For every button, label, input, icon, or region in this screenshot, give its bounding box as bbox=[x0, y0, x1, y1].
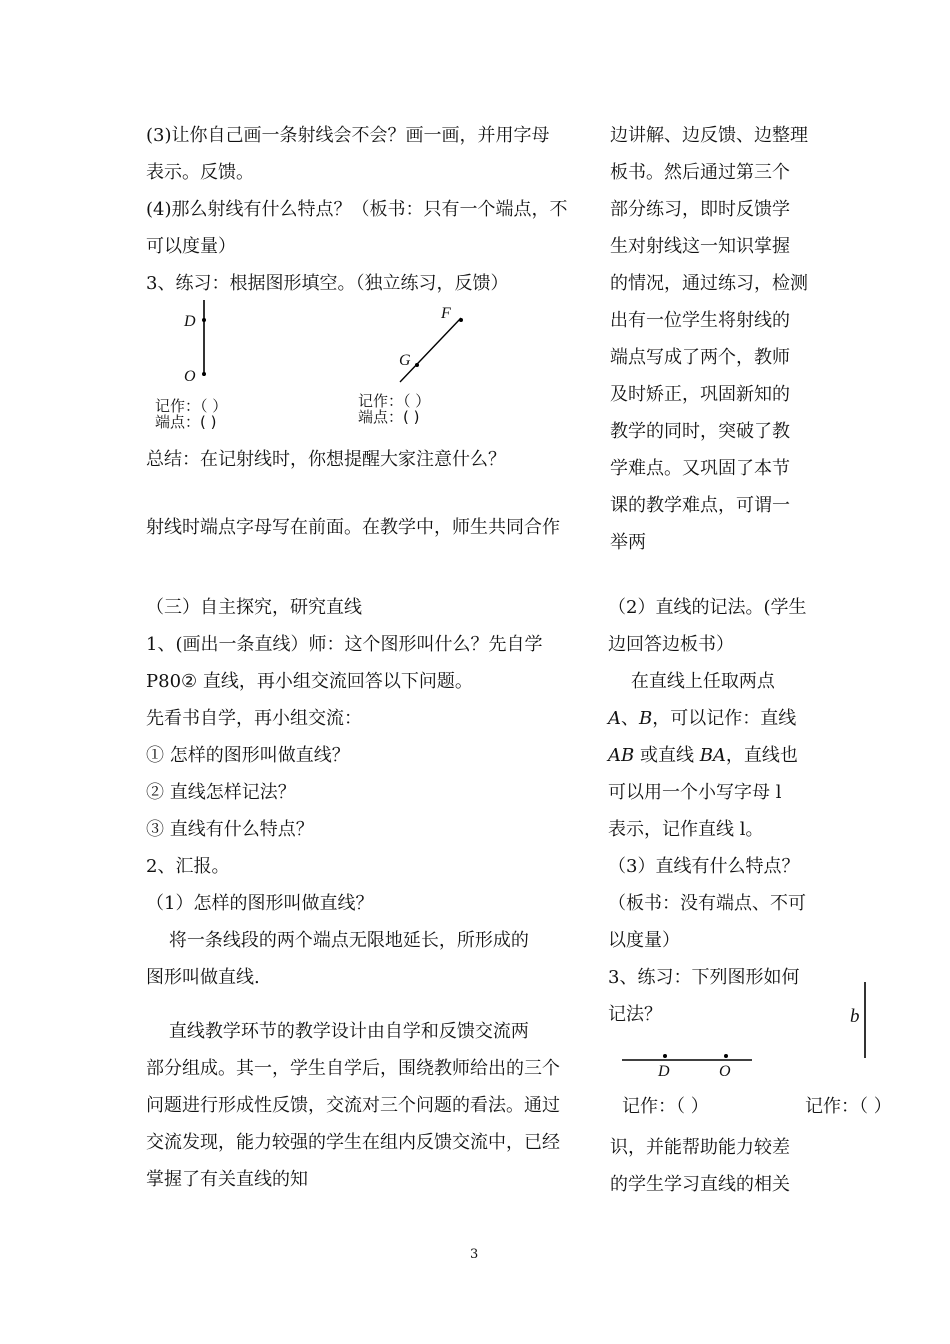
text-line: 出有一位学生将射线的 bbox=[610, 310, 790, 331]
text-span: ，直线也 bbox=[725, 745, 798, 766]
text-line: 生对射线这一知识掌握 bbox=[610, 236, 790, 257]
text-line: 板书。然后通过第三个 bbox=[610, 162, 790, 183]
text-line: （1）怎样的图形叫做直线？ bbox=[146, 893, 374, 914]
point-label-o2: O bbox=[719, 1063, 731, 1080]
record-blank-4: 记作：（ ） bbox=[805, 1096, 892, 1117]
text-line: （板书：没有端点、不可 bbox=[608, 893, 806, 914]
text-line: ① 怎样的图形叫做直线？ bbox=[146, 745, 350, 766]
summary-question: 总结：在记射线时，你想提醒大家注意什么？ bbox=[146, 449, 506, 470]
text-line: 直线教学环节的教学设计由自学和反馈交流两 bbox=[146, 1021, 529, 1042]
record-blank-3: 记作：（ ） bbox=[622, 1096, 709, 1117]
text-line: (4)那么射线有什么特点？（板书：只有一个端点，不 bbox=[146, 199, 568, 220]
point-label-f: F bbox=[441, 305, 451, 322]
line-ba: BA bbox=[699, 745, 726, 766]
text-line bbox=[608, 737, 806, 774]
text-line: 可以度量） bbox=[146, 236, 236, 257]
left-bottom-commentary bbox=[146, 1013, 560, 1198]
line-figure-do bbox=[620, 1052, 755, 1064]
text-line: P80② 直线，再小组交流回答以下问题。 bbox=[146, 671, 473, 692]
point-label-g: G bbox=[399, 352, 411, 369]
point-a: A bbox=[608, 708, 621, 729]
text-line: 教学的同时，突破了教 bbox=[610, 421, 790, 442]
point-label-o: O bbox=[184, 368, 196, 385]
text-line: 先看书自学，再小组交流： bbox=[146, 708, 362, 729]
text-line: 课的教学难点，可谓一 bbox=[610, 495, 790, 516]
text-line: ③ 直线有什么特点？ bbox=[146, 819, 314, 840]
line-ab: AB bbox=[608, 745, 635, 766]
text-line: 将一条线段的两个端点无限地延长，所形成的 bbox=[146, 930, 529, 951]
text-line: 边回答边板书） bbox=[608, 634, 734, 655]
text-line: 3、练习：下列图形如何 bbox=[608, 967, 800, 988]
point-b: B bbox=[639, 708, 653, 729]
endpoint-blank-1: 端点：( ) bbox=[155, 413, 217, 431]
text-line: 部分组成。其一，学生自学后，围绕教师给出的三个 bbox=[146, 1058, 560, 1079]
text-line: 记法？ bbox=[608, 1004, 662, 1025]
text-line: 问题进行形成性反馈，交流对三个问题的看法。通过 bbox=[146, 1095, 560, 1116]
right-bottom-commentary bbox=[610, 1129, 790, 1203]
text-line: 的情况，通过练习，检测 bbox=[610, 273, 808, 294]
right-top-commentary bbox=[610, 117, 808, 561]
text-line: 2、汇报。 bbox=[146, 856, 230, 877]
text-line: 及时矫正，巩固新知的 bbox=[610, 384, 790, 405]
text-line: 在直线上任取两点 bbox=[608, 671, 775, 692]
text-line bbox=[608, 700, 806, 737]
text-line: （3）直线有什么特点？ bbox=[608, 856, 800, 877]
text-span: 或直线 bbox=[634, 745, 700, 766]
section-heading: （三）自主探究，研究直线 bbox=[146, 597, 362, 618]
text-line: 举两 bbox=[610, 532, 646, 553]
text-line: 1、(画出一条直线）师：这个图形叫什么？先自学 bbox=[146, 634, 543, 655]
text-line: 3、练习：根据图形填空。（独立练习，反馈） bbox=[146, 273, 509, 294]
text-line: 以度量） bbox=[608, 930, 680, 951]
section-three-text bbox=[146, 589, 542, 996]
text-line: 掌握了有关直线的知 bbox=[146, 1169, 308, 1190]
text-line: 识，并能帮助能力较差 bbox=[610, 1137, 790, 1158]
separator: 、 bbox=[621, 708, 639, 729]
text-line: 交流发现，能力较强的学生在组内反馈交流中，已经 bbox=[146, 1132, 560, 1153]
text-line: 图形叫做直线. bbox=[146, 967, 260, 988]
text-line: 表示，记作直线 l。 bbox=[608, 819, 764, 840]
record-blank-1: 记作：（ ） bbox=[155, 397, 228, 415]
left-top-text bbox=[146, 117, 568, 302]
text-line: （2）直线的记法。(学生 bbox=[608, 597, 807, 618]
right-line-notation bbox=[608, 589, 806, 1033]
text-line: 边讲解、边反馈、边整理 bbox=[610, 125, 808, 146]
ray-figure-gf bbox=[395, 310, 475, 390]
text-line: 表示。反馈。 bbox=[146, 162, 254, 183]
text-line: ② 直线怎样记法？ bbox=[146, 782, 296, 803]
text-span: ，可以记作：直线 bbox=[652, 708, 797, 729]
endpoint-blank-2: 端点：( ) bbox=[358, 408, 420, 426]
ray-note: 射线时端点字母写在前面。在教学中，师生共同合作 bbox=[146, 517, 560, 538]
page-number: 3 bbox=[470, 1247, 479, 1262]
line-label-b: b bbox=[850, 1006, 860, 1027]
text-line: 部分练习，即时反馈学 bbox=[610, 199, 790, 220]
point-label-d: D bbox=[184, 313, 196, 330]
ray-figure-do bbox=[195, 298, 215, 388]
text-line: (3)让你自己画一条射线会不会？画一画，并用字母 bbox=[146, 125, 550, 146]
text-line: 学难点。又巩固了本节 bbox=[610, 458, 790, 479]
record-blank-2: 记作：（ ） bbox=[358, 392, 431, 410]
line-figure-b bbox=[860, 982, 870, 1062]
point-label-d2: D bbox=[658, 1063, 670, 1080]
text-line: 的学生学习直线的相关 bbox=[610, 1174, 790, 1195]
text-line: 可以用一个小写字母 l bbox=[608, 782, 782, 803]
text-line: 端点写成了两个，教师 bbox=[610, 347, 790, 368]
